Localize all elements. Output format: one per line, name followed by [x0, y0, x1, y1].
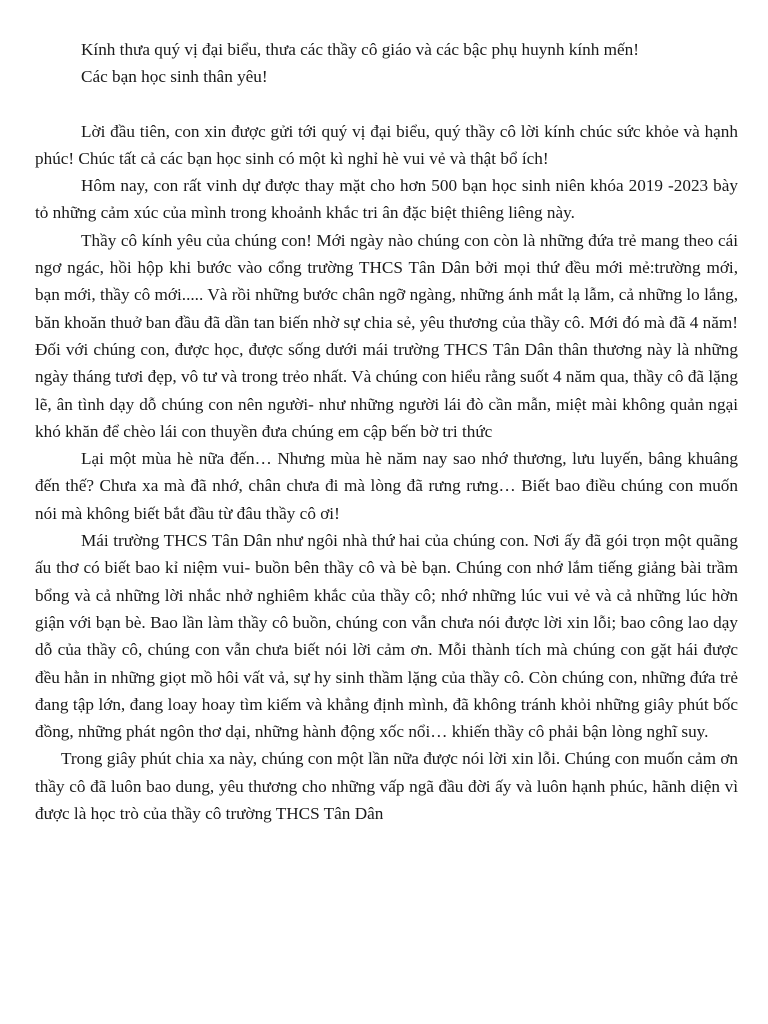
paragraph-representation: Hôm nay, con rất vinh dự được thay mặt cho hơn 500 bạn học sinh niên khóa 2019 -2023 bày tỏ những cảm xúc của mình trong khoảnh khắc tri ân đặc biệt thiêng liêng này.	[35, 176, 738, 223]
greeting-line: Kính thưa quý vị đại biểu, thưa các thầy cô giáo và các bậc phụ huynh kính mến!	[81, 40, 639, 59]
document-page	[35, 36, 738, 827]
paragraph-school-memories: Mái trường THCS Tân Dân như ngôi nhà thứ hai của chúng con. Nơi ấy đã gói trọn một quãng ấu thơ có biết bao kỉ niệm vui- buồn bên thầy cô và bè bạn. Chúng con nhớ lắm tiếng giảng bài trầm bổng và cả những lời nhắc nhở nghiêm khắc của thầy cô; nhớ những lúc vui vẻ và cả những lúc hờn giận với bạn bè. Bao lần làm thầy cô buồn, chúng con vẫn chưa nói được lời xin lỗi; bao công lao dạy dỗ của thầy cô, chúng con vẫn chưa biết nói lời cảm ơn. Mỗi thành tích mà chúng con gặt hái được đều hằn in những giọt mồ hôi vất vả, sự hy sinh thầm lặng của thầy cô. Còn chúng con, những đứa trẻ đang tập lớn, đang loay hoay tìm kiếm và khẳng định mình, đã không tránh khỏi những giây phút bốc đồng, những phát ngôn thơ dại, những hành động xốc nổi… khiến thầy cô phải bận lòng nghĩ suy.	[35, 531, 738, 742]
paragraph-summer: Lại một mùa hè nữa đến… Nhưng mùa hè năm nay sao nhớ thương, lưu luyến, bâng khuâng đến thế? Chưa xa mà đã nhớ, chân chưa đi mà lòng đã rưng rưng… Biết bao điều chúng con muốn nói mà không biết bắt đầu từ đâu thầy cô ơi!	[35, 449, 738, 523]
paragraph-gratitude: Thầy cô kính yêu của chúng con! Mới ngày nào chúng con còn là những đứa trẻ mang theo cái ngơ ngác, hồi hộp khi bước vào cổng trường THCS Tân Dân bởi mọi thứ đều mới mẻ:trường mới, bạn mới, thầy cô mới..... Và rồi những bước chân ngỡ ngàng, những ánh mắt lạ lẫm, cả những lo lắng, băn khoăn thuở ban đầu đã dần tan biến nhờ sự chia sẻ, yêu thương của thầy cô. Mới đó mà đã 4 năm! Đối với chúng con, được học, được sống dưới mái trường THCS Tân Dân thân thương này là những ngày tháng tươi đẹp, vô tư và trong trẻo nhất. Và chúng con hiểu rằng suốt 4 năm qua, thầy cô đã lặng lẽ, ân tình dạy dỗ chúng con nên người- như những người lái đò cần mẫn, miệt mài không quản ngại khó khăn để chèo lái con thuyền đưa chúng em cập bến bờ tri thức	[35, 230, 738, 441]
greeting-block	[35, 36, 738, 91]
paragraph-farewell: Trong giây phút chia xa này, chúng con một lần nữa được nói lời xin lỗi. Chúng con muốn cảm ơn thầy cô đã luôn bao dung, yêu thương cho những vấp ngã đầu đời ấy và luôn hạnh phúc, hãnh diện vì được là học trò của thầy cô trường THCS Tân Dân	[35, 749, 738, 824]
paragraph-opening-wishes: Lời đầu tiên, con xin được gửi tới quý vị đại biểu, quý thầy cô lời kính chúc sức khỏe và hạnh phúc! Chúc tất cả các bạn học sinh có một kì nghỉ hè vui vẻ và thật bổ ích!	[35, 121, 738, 168]
greeting-line: Các bạn học sinh thân yêu!	[81, 67, 268, 87]
